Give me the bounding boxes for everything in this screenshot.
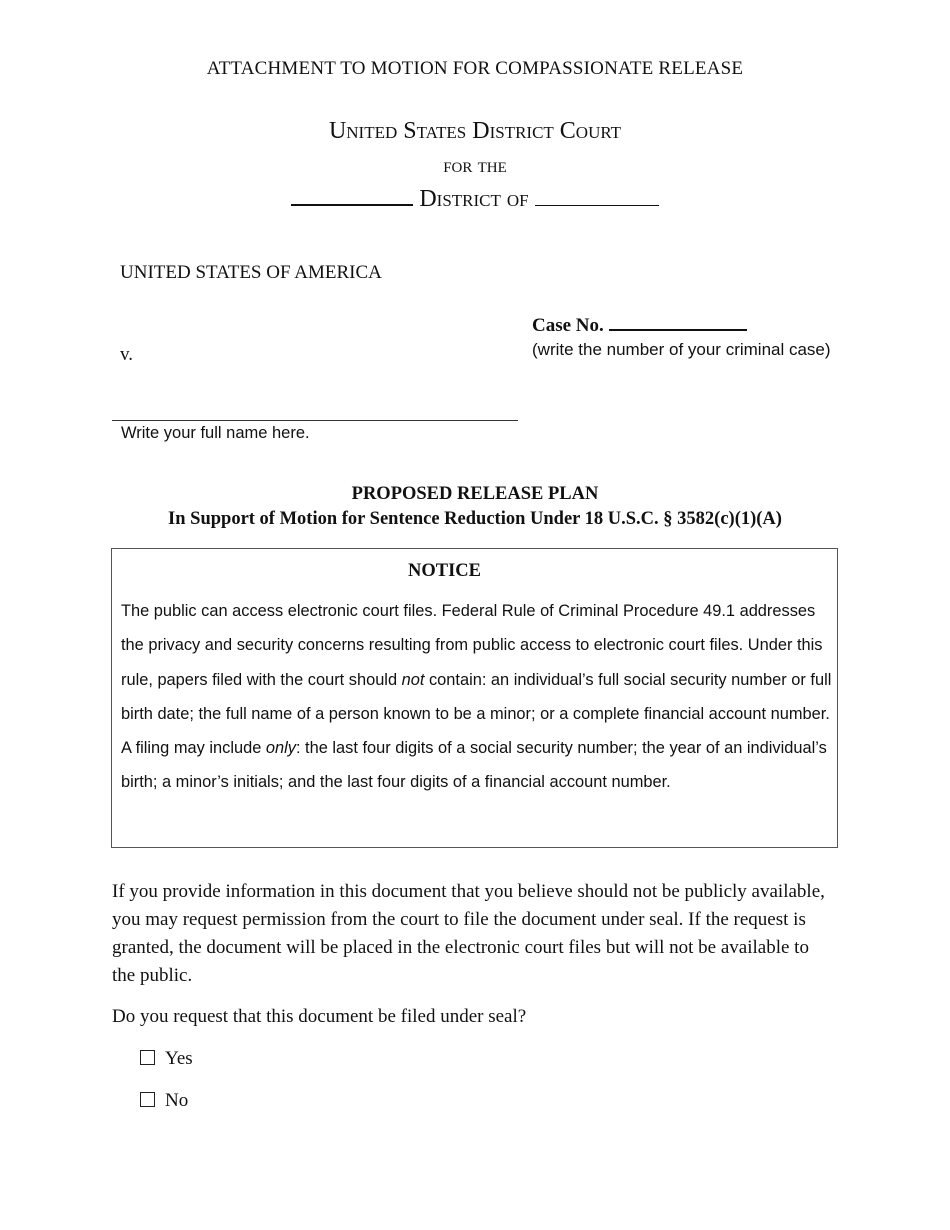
case-number-field [532,313,747,337]
checkbox-no[interactable] [140,1092,155,1107]
document-title [0,482,950,532]
notice-text-2: contain: an individual’s full social security number or full birth date; the full name of a person known to be a minor; or a complete financial account number. A filing may include [121,670,832,758]
case-number-label: Case No. [532,315,604,336]
defendant-name-line[interactable] [112,420,518,421]
court-heading [0,114,950,216]
notice-text-3: : the last four digits of a social security number; the year of an individual’s birth; a minor’s initials; and the last four digits of a financial account number. [121,739,827,792]
district-blank-right[interactable] [535,205,659,206]
checkbox-yes[interactable] [140,1050,155,1065]
attachment-title: ATTACHMENT TO MOTION FOR COMPASSIONATE RELEASE [206,58,744,79]
plaintiff-name: UNITED STATES OF AMERICA [120,262,382,283]
case-number-blank[interactable] [609,313,747,331]
seal-explanation: If you provide information in this document that you believe should not be publicly available, you may request permission from the court to file the document under seal. If the request is granted, the document will be placed in the electronic court files but will not be available to the public. [112,881,825,986]
seal-option-yes[interactable] [140,1048,193,1070]
seal-question: Do you request that this document be filed under seal? [112,1006,527,1027]
privacy-notice-box [111,548,838,848]
notice-emphasis-not: not [401,670,425,689]
district-of-label: District of [419,186,529,212]
court-name: United States District Court [328,118,622,144]
seal-option-no[interactable] [140,1090,188,1112]
district-line [0,182,950,216]
notice-text-1: The public can access electronic court files. Federal Rule of Criminal Procedure 49.1 addresses the privacy and security concerns resulting from public access to electronic court files. Under this rule, papers filed with the court should [121,602,823,689]
notice-body [121,594,835,800]
notice-heading: NOTICE [408,561,481,581]
notice-emphasis-only: only [265,739,296,758]
seal-option-yes-label: Yes [165,1048,193,1069]
for-the-label: for the [443,153,507,177]
document-title-line2: In Support of Motion for Sentence Reduction Under 18 U.S.C. § 3582(c)(1)(A) [168,509,782,529]
document-title-line1: PROPOSED RELEASE PLAN [351,484,599,504]
district-blank-left[interactable] [291,204,413,206]
defendant-name-hint: Write your full name here. [121,424,310,442]
seal-option-no-label: No [165,1090,189,1111]
versus-label: v. [120,344,134,365]
case-number-hint: (write the number of your criminal case) [532,340,831,359]
